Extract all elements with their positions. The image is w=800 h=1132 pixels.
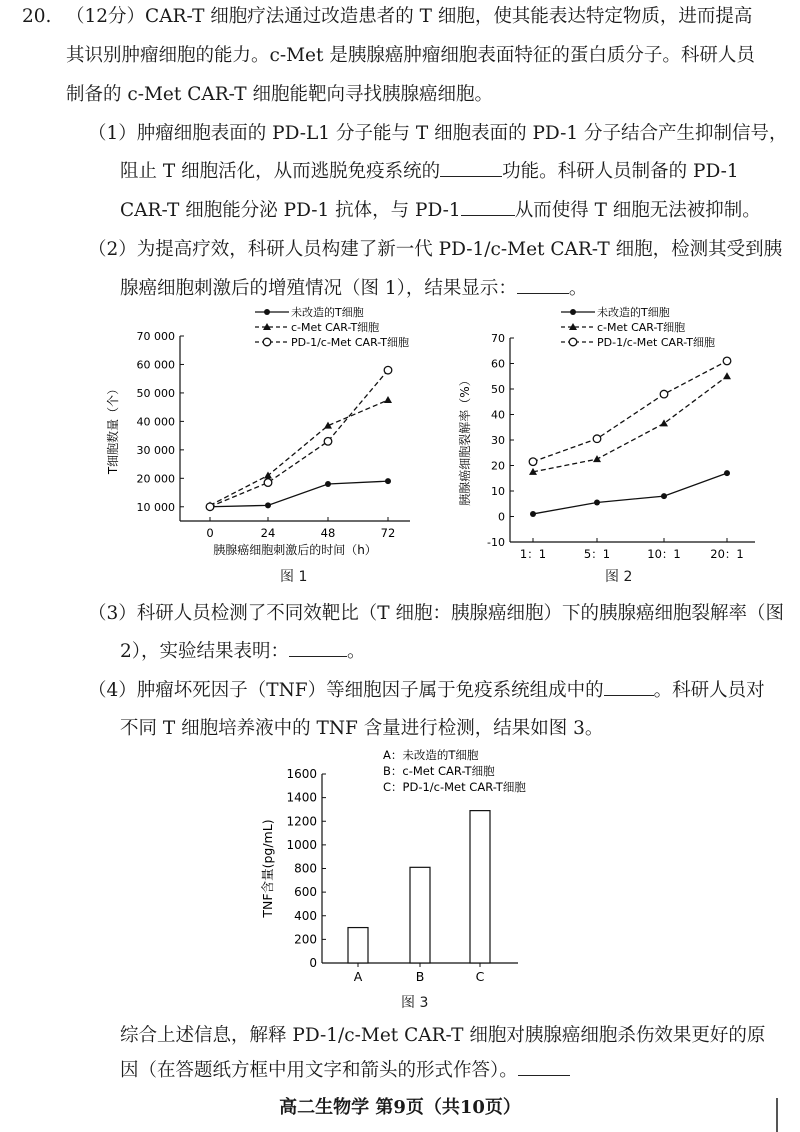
series-line-2 <box>210 400 388 505</box>
margin-rule <box>776 1098 778 1132</box>
series-line-1 <box>533 473 727 514</box>
y-tick-label-1: -10 <box>487 536 505 549</box>
x-tick-label-4: 72 <box>380 526 396 540</box>
answer-blank-1[interactable] <box>440 158 502 177</box>
part4-line-1-a: （4）肿瘤坏死因子（TNF）等细胞因子属于免疫系统组成中的 <box>88 680 604 701</box>
legend-label-1: 未改造的T细胞 <box>291 306 364 319</box>
x-tick-label-3: 10：1 <box>647 547 681 560</box>
y-tick-label-7: 70 000 <box>136 330 175 343</box>
part1-line-2 <box>120 157 739 187</box>
x-tick-label-2: 24 <box>260 526 276 540</box>
part3-line-2-a: 2），实验结果表明： <box>120 641 290 662</box>
x-tick-label-2: B <box>415 969 425 984</box>
legend-marker-3 <box>263 338 271 346</box>
conclusion-line-2-a: 因（在答题纸方框中用文字和箭头的形式作答）。 <box>120 1060 518 1081</box>
y-tick-label-6: 60 000 <box>136 358 175 372</box>
y-tick-label-4: 20 <box>491 459 505 473</box>
part2-line-2-b: 。 <box>568 278 588 299</box>
series-2-point-4 <box>723 372 731 379</box>
series-1-point-3 <box>325 481 331 487</box>
series-2-point-2 <box>264 471 272 478</box>
question-number: 20. <box>22 6 52 27</box>
part1-line-3-b: 从而使得 T 细胞无法被抑制。 <box>514 200 761 221</box>
series-2-point-4 <box>384 396 392 403</box>
series-3-point-1 <box>206 503 214 511</box>
answer-blank-2[interactable] <box>461 197 515 216</box>
part1-line-2-a: 阻止 T 细胞活化，从而逃脱免疫系统的 <box>120 161 441 182</box>
page-footer: 高二生物学 第9页（共10页） <box>279 1097 521 1118</box>
y-tick-label-6: 40 <box>491 408 505 422</box>
legend-label-1: 未改造的T细胞 <box>597 306 670 319</box>
series-2-point-2 <box>593 455 601 462</box>
part1-line-3-a: CAR-T 细胞能分泌 PD-1 抗体，与 PD-1 <box>120 200 461 221</box>
y-tick-label-5: 800 <box>294 861 317 876</box>
y-tick-label-8: 1400 <box>286 790 317 805</box>
y-tick-label-6: 1000 <box>286 837 317 852</box>
y-tick-label-4: 40 000 <box>136 415 175 429</box>
y-tick-label-8: 60 <box>491 357 505 371</box>
y-tick-label-5: 30 <box>491 434 505 447</box>
answer-blank-5[interactable] <box>604 677 654 696</box>
legend-marker-3 <box>569 338 577 346</box>
figure-2-legend <box>561 305 715 349</box>
legend-entry-1: A：未改造的T细胞 <box>383 748 479 762</box>
series-3-point-1 <box>529 458 537 466</box>
y-axis-title: T细胞数量（个） <box>106 382 120 475</box>
part4-line-2: 不同 T 细胞培养液中的 TNF 含量进行检测，结果如图 3。 <box>120 718 604 739</box>
figure-2-axes <box>457 332 755 560</box>
part1-line-3 <box>120 196 761 226</box>
figure-1-series <box>206 366 392 510</box>
y-axis-title: 胰腺癌细胞裂解率（%） <box>458 374 472 506</box>
series-1-point-3 <box>661 493 667 499</box>
series-1-point-2 <box>265 502 271 508</box>
legend-entry-3: C：PD-1/c-Met CAR-T细胞 <box>383 780 526 794</box>
series-line-3 <box>210 370 388 507</box>
figure-2-chart <box>455 298 775 560</box>
legend-label-2: c-Met CAR-T细胞 <box>597 321 686 334</box>
y-tick-label-7: 1200 <box>286 814 317 829</box>
legend-label-3: PD-1/c-Met CAR-T细胞 <box>597 336 715 349</box>
legend-marker-1 <box>570 309 576 315</box>
y-tick-label-1: 0 <box>309 956 317 970</box>
figure-1-legend <box>255 305 409 349</box>
figure-1-axes <box>105 330 410 557</box>
series-3-point-3 <box>324 438 332 446</box>
x-tick-label-3: C <box>475 969 485 984</box>
part4-line-1-b: 。科研人员对 <box>653 680 765 701</box>
y-tick-label-3: 10 <box>491 485 505 498</box>
figure-3-caption: 图 3 <box>401 995 429 1011</box>
conclusion-line-1: 综合上述信息，解释 PD-1/c-Met CAR-T 细胞对胰腺癌细胞杀伤效果更好的原 <box>120 1025 766 1046</box>
part3-line-2-b: 。 <box>347 641 366 662</box>
bar-A <box>348 928 368 963</box>
y-tick-label-5: 50 000 <box>136 386 175 400</box>
part3-line-1: （3）科研人员检测了不同效靶比（T 细胞：胰腺癌细胞）下的胰腺癌细胞裂解率（图 <box>88 603 784 624</box>
x-tick-label-3: 48 <box>320 526 336 540</box>
figure-3-chart <box>258 745 588 990</box>
figure-1-caption: 图 1 <box>280 569 308 585</box>
answer-blank-3[interactable] <box>517 275 569 294</box>
x-tick-label-1: A <box>353 969 363 984</box>
bar-B <box>410 867 430 963</box>
series-3-point-4 <box>723 357 731 365</box>
y-tick-label-3: 400 <box>294 908 317 923</box>
part3-line-2 <box>120 637 366 667</box>
y-tick-label-4: 600 <box>294 885 317 900</box>
x-axis-title: 胰腺癌细胞刺激后的时间（h） <box>213 543 377 557</box>
y-axis-title: TNF含量(pg/mL) <box>260 819 275 918</box>
series-1-point-4 <box>385 478 391 484</box>
series-3-point-2 <box>593 435 601 443</box>
conclusion-line-2 <box>120 1056 570 1086</box>
y-tick-label-1: 10 000 <box>136 500 175 514</box>
y-tick-label-9: 70 <box>491 332 505 345</box>
intro-line-3: 制备的 c-Met CAR-T 细胞能靶向寻找胰腺癌细胞。 <box>66 84 493 105</box>
legend-label-3: PD-1/c-Met CAR-T细胞 <box>291 336 409 349</box>
series-line-3 <box>533 361 727 462</box>
figure-3-legend <box>383 748 526 794</box>
legend-entry-2: B：c-Met CAR-T细胞 <box>383 764 495 778</box>
series-2-point-3 <box>660 419 668 426</box>
series-3-point-2 <box>264 479 272 487</box>
series-line-1 <box>210 481 388 507</box>
y-tick-label-3: 30 000 <box>136 443 175 457</box>
legend-label-2: c-Met CAR-T细胞 <box>291 321 380 334</box>
x-tick-label-1: 1：1 <box>519 547 547 560</box>
part2-line-2-a: 腺癌细胞刺激后的增殖情况（图 1），结果显示： <box>120 278 517 299</box>
y-tick-label-7: 50 <box>491 383 505 396</box>
answer-blank-4[interactable] <box>289 638 347 657</box>
y-tick-label-2: 20 000 <box>136 472 175 486</box>
series-3-point-3 <box>660 390 668 398</box>
figure-3-bars <box>348 811 490 963</box>
intro-line-1: （12分）CAR-T 细胞疗法通过改造患者的 T 细胞，使其能表达特定物质，进而提高 <box>66 6 753 27</box>
series-1-point-2 <box>594 499 600 505</box>
figure-2-caption: 图 2 <box>605 569 633 585</box>
series-3-point-4 <box>384 366 392 374</box>
series-1-point-4 <box>724 470 730 476</box>
part4-line-1 <box>88 676 765 706</box>
figure-2-series <box>529 357 731 517</box>
series-line-2 <box>533 376 727 472</box>
intro-line-2: 其识别肿瘤细胞的能力。c-Met 是胰腺癌肿瘤细胞表面特征的蛋白质分子。科研人员 <box>66 45 755 66</box>
part1-line-2-b: 功能。科研人员制备的 PD-1 <box>502 161 739 182</box>
x-tick-label-1: 0 <box>206 526 214 540</box>
y-tick-label-2: 200 <box>294 932 317 947</box>
part2-line-1: （2）为提高疗效，科研人员构建了新一代 PD-1/c-Met CAR-T 细胞，检测其受到胰 <box>88 239 783 260</box>
answer-blank-6[interactable] <box>518 1057 570 1076</box>
legend-marker-1 <box>264 309 270 315</box>
y-tick-label-9: 1600 <box>286 767 317 781</box>
part1-line-1: （1）肿瘤细胞表面的 PD-L1 分子能与 T 细胞表面的 PD-1 分子结合产生抑制信号， <box>88 123 788 144</box>
y-tick-label-2: 0 <box>498 510 505 524</box>
bar-C <box>470 811 490 963</box>
x-tick-label-2: 5：1 <box>583 547 611 560</box>
figure-1-chart <box>95 298 445 560</box>
series-1-point-1 <box>530 511 536 517</box>
x-tick-label-4: 20：1 <box>710 547 744 560</box>
